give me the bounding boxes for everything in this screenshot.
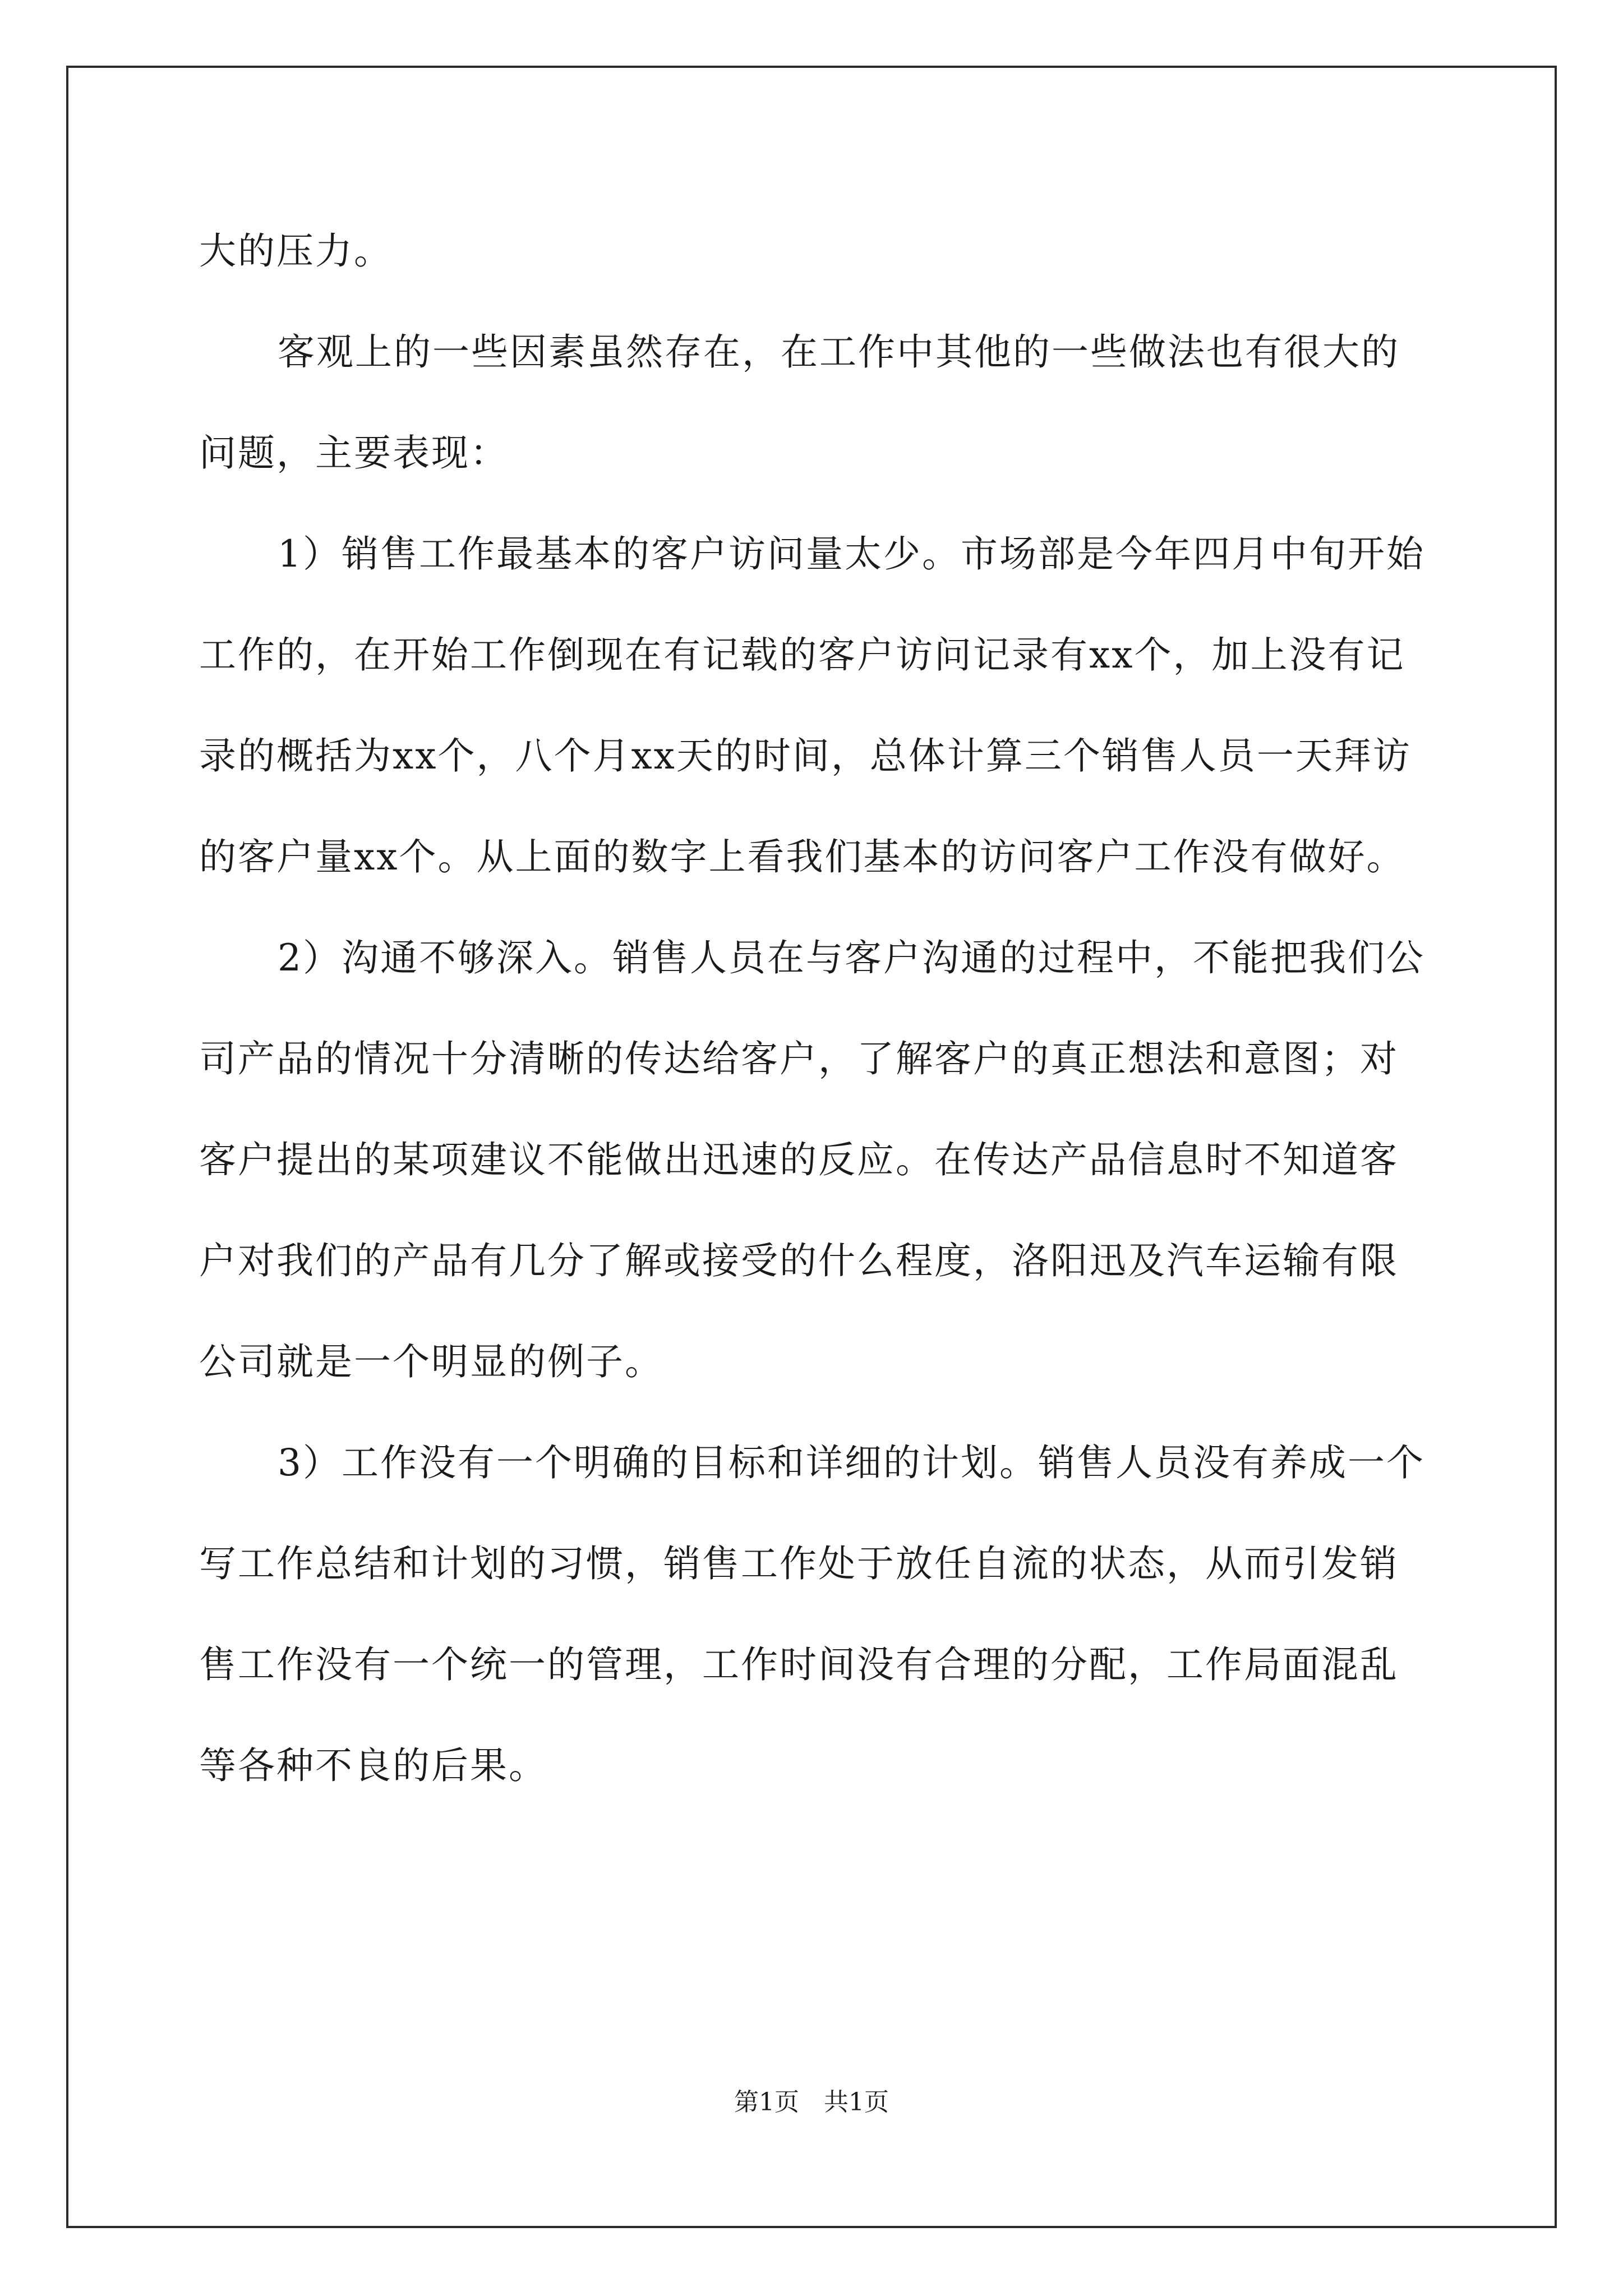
paragraph-5: 3）工作没有一个明确的目标和详细的计划。销售人员没有养成一个写工作总结和计划的习惯，销售工作处于放任自流的状态，从而引发销售工作没有一个统一的管理，工作时间没有合理的分配，工作局面混乱等各种不良的后果。 — [199, 1441, 1425, 1787]
paragraph-2: 客观上的一些因素虽然存在，在工作中其他的一些做法也有很大的问题，主要表现： — [199, 330, 1400, 475]
paragraph-3: 1）销售工作最基本的客户访问量太少。市场部是今年四月中旬开始工作的，在开始工作倒现在有记载的客户访问记录有xx个，加上没有记录的概括为xx个，八个月xx天的时间，总体计算三个销售人员一天拜访的客户量xx个。从上面的数字上看我们基本的访问客户工作没有做好。 — [199, 532, 1425, 878]
document-body — [199, 201, 1433, 1816]
page-count: 共1页 — [824, 2088, 889, 2116]
page-number: 第1页 — [734, 2088, 799, 2116]
page-footer — [0, 2086, 1623, 2119]
paragraph-1: 大的压力。 — [199, 229, 393, 273]
paragraph-4: 2）沟通不够深入。销售人员在与客户沟通的过程中，不能把我们公司产品的情况十分清晰的传达给客户，了解客户的真正想法和意图；对客户提出的某项建议不能做出迅速的反应。在传达产品信息时不知道客户对我们的产品有几分了解或接受的什么程度，洛阳迅及汽车运输有限公司就是一个明显的例子。 — [199, 936, 1425, 1383]
